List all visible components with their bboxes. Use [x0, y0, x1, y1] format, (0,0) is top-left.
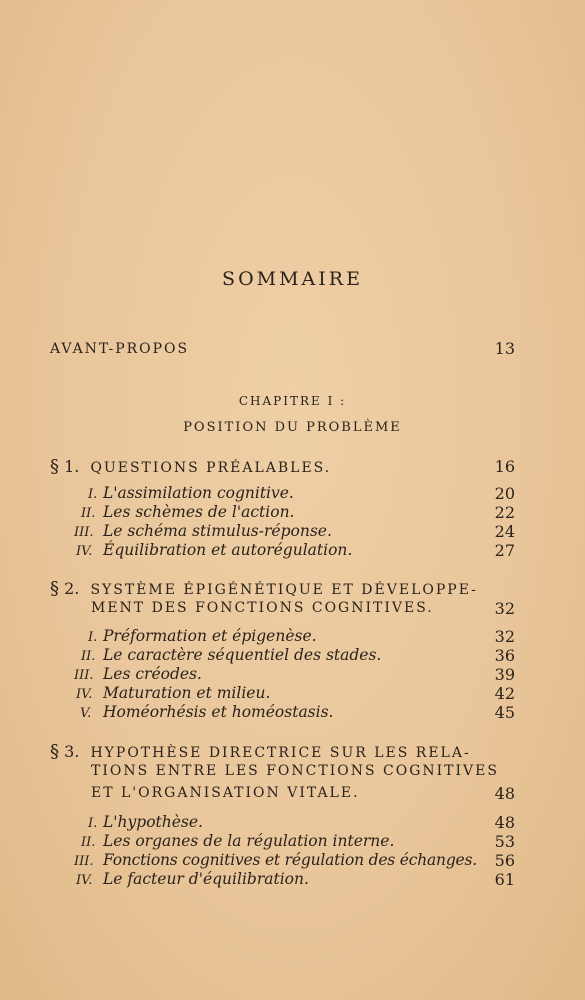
chapter-label: CHAPITRE I : — [238, 394, 347, 408]
section-symbol: § — [50, 578, 59, 599]
entry-page: 36 — [494, 646, 515, 665]
section-1-heading — [50, 456, 331, 477]
toc-entry: I. L'assimilation cognitive. — [88, 484, 294, 502]
entry-text: Le schéma stimulus-réponse. — [103, 522, 332, 540]
entry-page: 22 — [494, 503, 515, 522]
entry-text: Équilibration et autorégulation. — [103, 541, 353, 559]
entry-page: 61 — [494, 870, 515, 889]
entry-text: Le facteur d'équilibration. — [103, 870, 309, 888]
section-number: 2. — [64, 579, 80, 598]
entry-text: Les schèmes de l'action. — [103, 503, 295, 521]
toc-entry: II. Les organes de la régulation interne. — [81, 832, 395, 850]
entry-text: Fonctions cognitives et régulation des échanges. — [103, 851, 478, 869]
avant-propos-label: AVANT-PROPOS — [50, 341, 190, 357]
section-3-page: 48 — [494, 784, 515, 803]
section-1-page: 16 — [494, 457, 515, 476]
section-title-line: ET L'ORGANISATION VITALE. — [91, 785, 360, 801]
entry-text: Maturation et milieu. — [103, 684, 271, 702]
toc-entry: IV. Maturation et milieu. — [76, 684, 271, 702]
section-title-line: SYSTÈME ÉPIGÉNÉTIQUE ET DÉVELOPPE- — [90, 582, 478, 598]
toc-entry: IV. Équilibration et autorégulation. — [76, 541, 353, 559]
chapter-title: POSITION DU PROBLÈME — [183, 420, 402, 435]
section-number: 1. — [64, 457, 80, 476]
entry-text: Homéorhésis et homéostasis. — [103, 703, 334, 721]
entry-page: 20 — [494, 484, 515, 503]
section-symbol: § — [50, 456, 59, 477]
entry-text: L'hypothèse. — [103, 813, 203, 831]
entry-page: 42 — [494, 684, 515, 703]
entry-text: L'assimilation cognitive. — [103, 484, 294, 502]
toc-entry: V. Homéorhésis et homéostasis. — [80, 703, 334, 721]
section-title-line: MENT DES FONCTIONS COGNITIVES. — [91, 600, 434, 616]
section-title-line: TIONS ENTRE LES FONCTIONS COGNITIVES — [91, 763, 499, 779]
toc-entry: II. Le caractère séquentiel des stades. — [81, 646, 382, 664]
entry-text: Les organes de la régulation interne. — [103, 832, 395, 850]
entry-text: Préformation et épigenèse. — [103, 627, 317, 645]
section-2-heading — [50, 578, 478, 599]
toc-entry: III. Le schéma stimulus-réponse. — [74, 522, 332, 540]
toc-entry: I. Préformation et épigenèse. — [88, 627, 317, 645]
entry-text: Les créodes. — [103, 665, 202, 683]
toc-entry: III. Fonctions cognitives et régulation des échanges. — [74, 851, 478, 869]
toc-entry: III. Les créodes. — [74, 665, 202, 683]
toc-entry: I. L'hypothèse. — [88, 813, 203, 831]
entry-page: 24 — [494, 522, 515, 541]
page-title: SOMMAIRE — [222, 268, 363, 290]
section-3-heading — [50, 741, 471, 762]
section-2-page: 32 — [494, 599, 515, 618]
entry-page: 32 — [494, 627, 515, 646]
toc-entry: IV. Le facteur d'équilibration. — [76, 870, 309, 888]
toc-entry: II. Les schèmes de l'action. — [81, 503, 295, 521]
entry-page: 56 — [494, 851, 515, 870]
entry-page: 48 — [494, 813, 515, 832]
entry-page: 53 — [494, 832, 515, 851]
entry-page: 27 — [494, 541, 515, 560]
section-number: 3. — [64, 742, 80, 761]
avant-propos-page: 13 — [494, 339, 515, 358]
section-title-line: HYPOTHÈSE DIRECTRICE SUR LES RELA- — [90, 745, 471, 761]
entry-page: 39 — [494, 665, 515, 684]
section-symbol: § — [50, 741, 59, 762]
entry-text: Le caractère séquentiel des stades. — [103, 646, 382, 664]
entry-page: 45 — [494, 703, 515, 722]
section-title-line: QUESTIONS PRÉALABLES. — [90, 460, 332, 476]
